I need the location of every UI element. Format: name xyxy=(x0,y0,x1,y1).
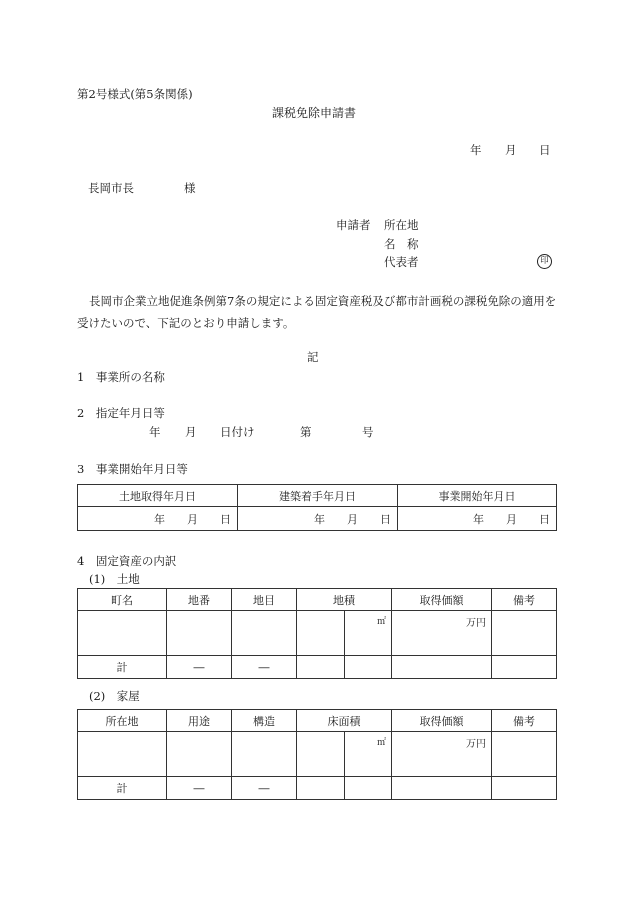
land-area-unit: ㎡ xyxy=(376,617,386,627)
land-header-land-category: 地目 xyxy=(232,589,297,611)
land-table xyxy=(77,588,557,679)
land-price-unit: 万円 xyxy=(466,618,486,629)
land-remarks-cell[interactable] xyxy=(492,611,557,656)
addressee-name: 長岡市長 xyxy=(88,181,134,195)
designation-month: 月 xyxy=(185,425,197,439)
header-land-acquisition-date: 土地取得年月日 xyxy=(78,485,238,507)
land-label: (1) 土地 xyxy=(89,572,140,586)
ymd-day: 日 xyxy=(220,512,231,526)
land-header-town: 町名 xyxy=(78,589,167,611)
land-acquisition-date-cell[interactable] xyxy=(78,507,238,531)
date-year: 年 xyxy=(470,143,482,157)
house-price-unit: 万円 xyxy=(466,739,486,750)
construction-start-date-cell[interactable] xyxy=(238,507,398,531)
ki-label: 記 xyxy=(307,350,319,364)
house-table xyxy=(77,709,557,800)
designation-dai: 第 xyxy=(300,425,312,439)
house-header-remarks: 備考 xyxy=(492,710,557,732)
house-header-floor-area: 床面積 xyxy=(297,710,392,732)
land-header-area: 地積 xyxy=(297,589,392,611)
land-total-label: 計 xyxy=(78,656,167,679)
land-total-area-cell[interactable] xyxy=(297,656,392,679)
land-header-remarks: 備考 xyxy=(492,589,557,611)
land-header-lot-number: 地番 xyxy=(167,589,232,611)
ymd-year: 年 xyxy=(314,512,325,526)
house-total-structure-dash: ― xyxy=(232,777,297,800)
house-floor-area-cell[interactable] xyxy=(297,732,392,777)
house-structure-cell[interactable] xyxy=(232,732,297,777)
house-total-label: 計 xyxy=(78,777,167,800)
land-lot-number-cell[interactable] xyxy=(167,611,232,656)
date-day: 日 xyxy=(539,143,551,157)
land-header-acquisition-price: 取得価額 xyxy=(392,589,492,611)
header-construction-start-date: 建築着手年月日 xyxy=(238,485,398,507)
house-header-use: 用途 xyxy=(167,710,232,732)
item-2-heading: 2 指定年月日等 xyxy=(77,406,165,420)
land-total-remarks-cell[interactable] xyxy=(492,656,557,679)
designation-go: 号 xyxy=(362,425,374,439)
land-town-cell[interactable] xyxy=(78,611,167,656)
ymd-year: 年 xyxy=(154,512,165,526)
header-business-start-date: 事業開始年月日 xyxy=(398,485,557,507)
house-total-price-cell[interactable] xyxy=(392,777,492,800)
ymd-year: 年 xyxy=(473,512,484,526)
designation-year: 年 xyxy=(149,425,161,439)
applicant-address-label: 所在地 xyxy=(384,218,419,232)
ymd-month: 月 xyxy=(187,512,198,526)
document-title: 課税免除申請書 xyxy=(272,106,357,120)
land-total-lot-dash: ― xyxy=(167,656,232,679)
body-text: 長岡市企業立地促進条例第7条の規定による固定資産税及び都市計画税の課税免除の適用を受けたいので、下記のとおり申請します。 xyxy=(77,294,557,330)
item-3-heading: 3 事業開始年月日等 xyxy=(77,462,188,476)
house-label: (2) 家屋 xyxy=(89,689,140,703)
land-total-price-cell[interactable] xyxy=(392,656,492,679)
house-remarks-cell[interactable] xyxy=(492,732,557,777)
house-use-cell[interactable] xyxy=(167,732,232,777)
seal-icon: 印 xyxy=(537,254,552,269)
house-total-area-cell[interactable] xyxy=(297,777,392,800)
applicant-rep-label: 代表者 xyxy=(384,255,419,269)
land-category-cell[interactable] xyxy=(232,611,297,656)
ymd-month: 月 xyxy=(347,512,358,526)
dates-table xyxy=(77,484,557,531)
ymd-day: 日 xyxy=(539,512,550,526)
land-area-cell[interactable] xyxy=(297,611,392,656)
form-number: 第2号様式(第5条関係) xyxy=(77,87,193,101)
business-start-date-cell[interactable] xyxy=(398,507,557,531)
house-header-acquisition-price: 取得価額 xyxy=(392,710,492,732)
item-4-heading: 4 固定資産の内訳 xyxy=(77,554,177,568)
addressee-honorific: 様 xyxy=(184,181,196,195)
house-header-structure: 構造 xyxy=(232,710,297,732)
applicant-label: 申請者 xyxy=(336,218,371,232)
house-area-unit: ㎡ xyxy=(376,738,386,748)
date-month: 月 xyxy=(505,143,517,157)
house-location-cell[interactable] xyxy=(78,732,167,777)
house-total-remarks-cell[interactable] xyxy=(492,777,557,800)
item-1-heading: 1 事業所の名称 xyxy=(77,370,165,384)
house-total-use-dash: ― xyxy=(167,777,232,800)
land-price-cell[interactable] xyxy=(392,611,492,656)
ymd-month: 月 xyxy=(506,512,517,526)
designation-date-suffix: 日付け xyxy=(220,425,255,439)
ymd-day: 日 xyxy=(380,512,391,526)
house-header-location: 所在地 xyxy=(78,710,167,732)
land-total-category-dash: ― xyxy=(232,656,297,679)
house-price-cell[interactable] xyxy=(392,732,492,777)
applicant-name-label: 名 称 xyxy=(384,237,419,251)
